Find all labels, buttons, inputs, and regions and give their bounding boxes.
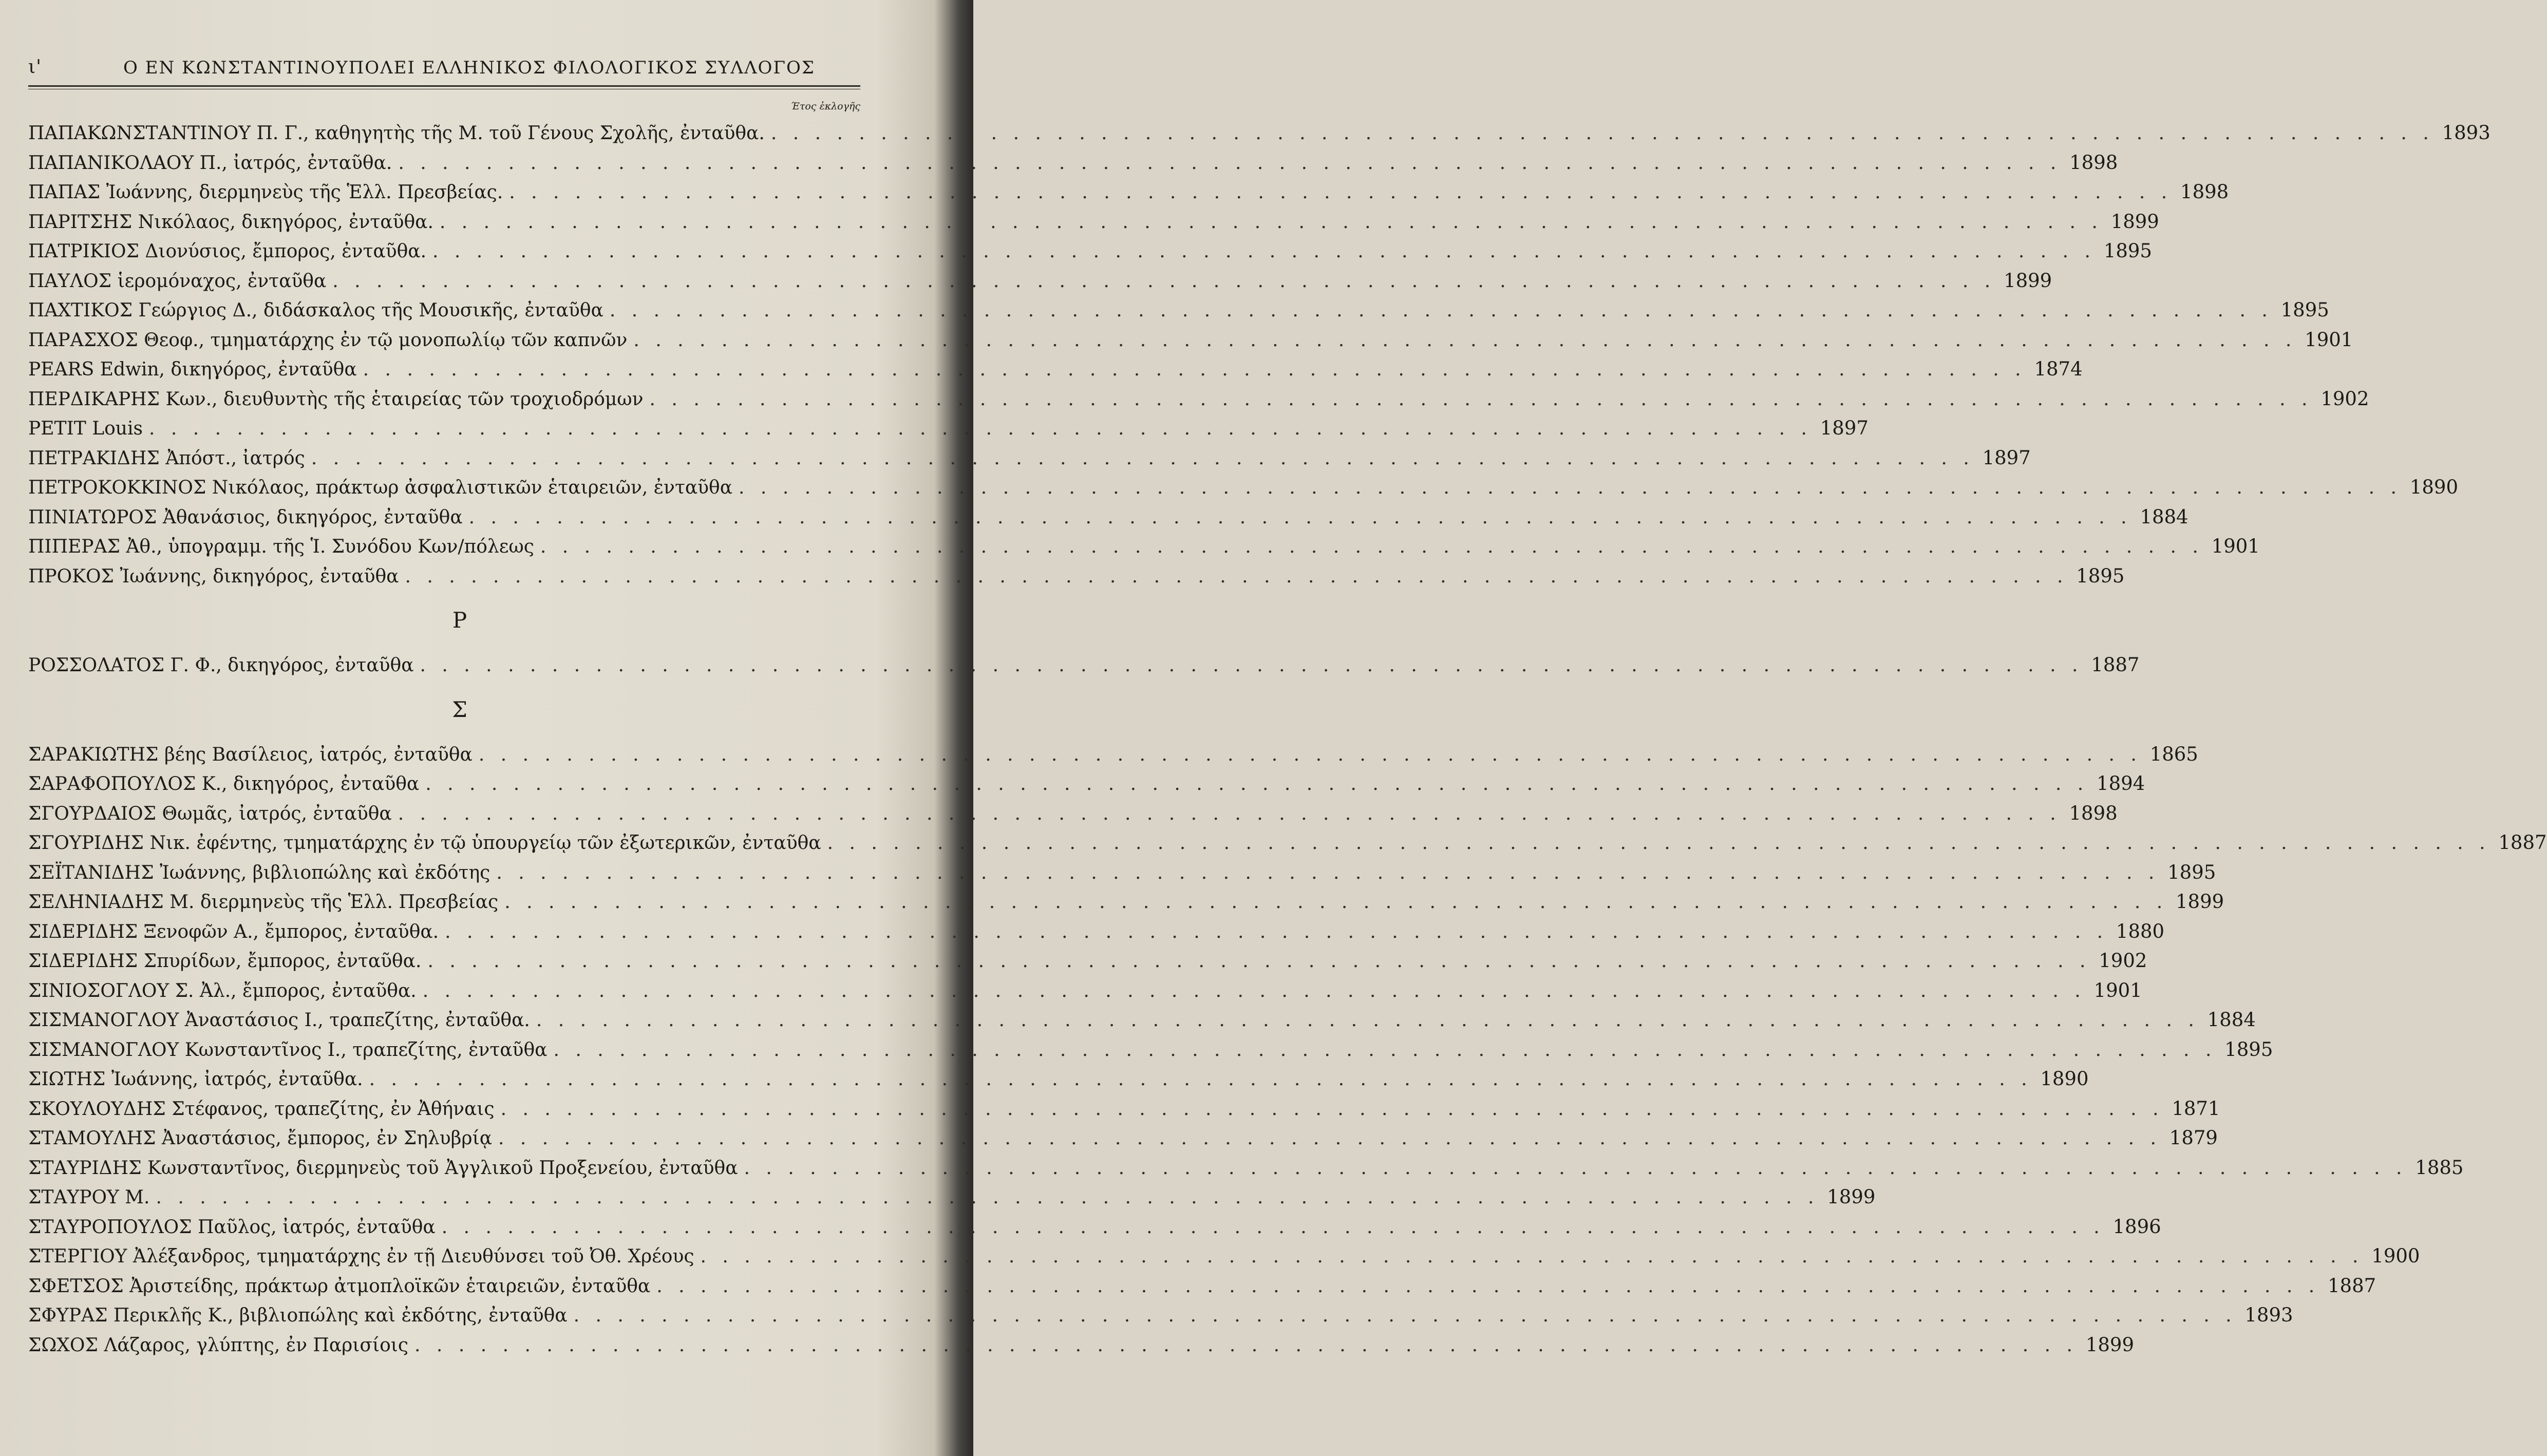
election-year: 1893 [2442, 122, 2491, 144]
dot-leader [440, 207, 2103, 237]
member-entry [28, 118, 2491, 148]
member-entry [28, 443, 2031, 473]
member-entry [28, 177, 2229, 207]
member-entry [28, 384, 2369, 414]
dot-leader [149, 414, 1812, 444]
dot-leader [498, 1124, 2161, 1154]
member-description: ΠΙΠΕΡΑΣ Ἀθ., ὑπογραμμ. τῆς Ἱ. Συνόδου Κων/πόλεως [28, 536, 534, 557]
election-year: 1893 [2244, 1304, 2293, 1326]
election-year: 1900 [2371, 1245, 2420, 1267]
header-rule [28, 85, 860, 87]
election-year: 1901 [2093, 979, 2142, 1001]
member-entry [28, 740, 2198, 769]
dot-leader [398, 148, 2061, 178]
dot-leader [479, 740, 2142, 770]
election-year: 1898 [2180, 181, 2229, 203]
dot-leader [540, 532, 2203, 562]
election-year: 1879 [2169, 1127, 2218, 1149]
member-entry [28, 917, 2165, 947]
member-description: ΣΦΥΡΑΣ Περικλῆς Κ., βιβλιοπώλης καὶ ἐκδότης, ἐνταῦθα [28, 1305, 568, 1326]
election-year: 1899 [2176, 891, 2224, 913]
dot-leader [656, 1272, 2319, 1301]
member-entry [28, 799, 2118, 828]
member-entry [28, 887, 2224, 917]
member-entry [28, 502, 2188, 532]
dot-leader [827, 828, 2491, 858]
member-entry [28, 532, 2260, 561]
member-entry [28, 325, 2353, 355]
dot-leader [771, 119, 2434, 148]
member-entry [28, 148, 2118, 178]
dot-leader [536, 1006, 2199, 1035]
year-column-label: Έτος ἐκλογῆς [790, 101, 860, 112]
member-entry [28, 236, 2152, 266]
election-year: 1865 [2149, 743, 2198, 765]
election-year: 1890 [2409, 476, 2458, 498]
section-letter: Σ [452, 696, 467, 722]
member-entry [28, 1064, 2089, 1094]
member-entry [28, 828, 2547, 858]
member-description: ΣΦΕΤΣΟΣ Ἀριστείδης, πράκτωρ ἀτμοπλοϊκῶν ἑταιρειῶν, ἐνταῦθα [28, 1275, 651, 1297]
member-entry [28, 1005, 2256, 1035]
member-description: ΠΑΠΑΣ Ἰωάννης, διερμηνεὺς τῆς Ἑλλ. Πρεσβείας. [28, 182, 503, 203]
member-description: ΠΕΤΡΟΚΟΚΚΙΝΟΣ Νικόλαος, πράκτωρ ἀσφαλιστικῶν ἑταιρειῶν, ἐνταῦθα [28, 477, 733, 498]
member-entry [28, 1094, 2220, 1124]
dot-leader [427, 947, 2090, 976]
election-year: 1895 [2224, 1038, 2273, 1061]
member-entry [28, 858, 2216, 887]
dot-leader [496, 858, 2159, 888]
dot-leader [311, 444, 1974, 474]
election-year: 1895 [2103, 240, 2152, 262]
dot-leader [425, 769, 2088, 799]
dot-leader [423, 976, 2086, 1006]
member-description: ΣΙΔΕΡΙΔΗΣ Σπυρίδων, ἔμπορος, ἐνταῦθα. [28, 951, 422, 972]
member-entry [28, 976, 2142, 1006]
election-year: 1874 [2034, 358, 2083, 380]
member-description: ΣΚΟΥΛΟΥΔΗΣ Στέφανος, τραπεζίτης, ἐν Ἀθήναις [28, 1098, 495, 1120]
election-year: 1897 [1982, 446, 2031, 469]
member-entry [28, 1153, 2464, 1183]
election-year: 1899 [2110, 210, 2159, 233]
member-description: ΠΑΥΛΟΣ ἱερομόναχος, ἐνταῦθα [28, 270, 327, 292]
member-description: ΣΤΑΥΡΙΔΗΣ Κωνσταντῖνος, διερμηνεὺς τοῦ Ἀγγλικοῦ Προξενείου, ἐνταῦθα [28, 1157, 738, 1179]
member-entry [28, 1330, 2134, 1360]
member-description: ΣΙΩΤΗΣ Ἰωάννης, ἰατρός, ἐνταῦθα. [28, 1069, 363, 1090]
member-entry [28, 946, 2147, 976]
member-entry [28, 1123, 2218, 1153]
member-entry [28, 1212, 2161, 1242]
member-entry [28, 561, 2125, 591]
election-year: 1897 [1820, 417, 1869, 439]
election-year: 1895 [2280, 299, 2329, 321]
dot-leader [369, 1065, 2032, 1094]
member-description: ΠΑΤΡΙΚΙΟΣ Διονύσιος, ἔμπορος, ἐνταῦθα. [28, 241, 427, 262]
member-description: ΣΤΑΥΡΟΠΟΥΛΟΣ Παῦλος, ἰατρός, ἐνταῦθα [28, 1216, 436, 1238]
election-year: 1887 [2328, 1274, 2376, 1297]
election-year: 1902 [2320, 387, 2369, 410]
dot-leader [156, 1183, 1819, 1213]
member-description: ΣΕΛΗΝΙΑΔΗΣ Μ. διερμηνεὺς τῆς Ἑλλ. Πρεσβείας [28, 892, 499, 913]
dot-leader [432, 237, 2096, 267]
member-description: ΡΟΣΣΟΛΑΤΟΣ Γ. Φ., δικηγόρος, ἐνταῦθα [28, 655, 414, 676]
dot-leader [501, 1094, 2164, 1124]
dot-leader [633, 326, 2296, 355]
dot-leader [405, 562, 2068, 592]
dot-leader [469, 503, 2132, 533]
election-year: 1884 [2140, 505, 2188, 528]
member-entry [28, 207, 2159, 237]
member-entry [28, 1035, 2273, 1065]
election-year: 1898 [2069, 802, 2118, 824]
member-description: ΠΑΠΑΝΙΚΟΛΑΟΥ Π., ἰατρός, ἐνταῦθα. [28, 152, 392, 174]
member-entry [28, 413, 1869, 443]
member-description: ΣΙΣΜΑΝΟΓΛΟΥ Ἀναστάσιος Ι., τραπεζίτης, ἐνταῦθα. [28, 1010, 530, 1031]
member-description: ΣΑΡΑΦΟΠΟΥΛΟΣ Κ., δικηγόρος, ἐνταῦθα [28, 773, 420, 795]
election-year: 1895 [2167, 861, 2216, 883]
member-description: ΣΤΑΜΟΥΛΗΣ Ἀναστάσιος, ἔμπορος, ἐν Σηλυβρίᾳ [28, 1128, 493, 1149]
dot-leader [445, 917, 2108, 947]
section-letter: Ρ [452, 608, 467, 633]
member-entry [28, 1182, 1876, 1212]
member-list [28, 118, 2547, 1359]
election-year: 1898 [2069, 151, 2118, 174]
dot-leader [332, 267, 1995, 296]
member-description: ΣΤΑΥΡΟΥ Μ. [28, 1187, 150, 1208]
member-description: ΣΤΕΡΓΙΟΥ Ἀλέξανδρος, τμηματάρχης ἐν τῇ Διευθύνσει τοῦ Ὀθ. Χρέους [28, 1246, 694, 1267]
election-year: 1894 [2097, 772, 2145, 795]
member-description: ΠΑΡΑΣΧΟΣ Θεοφ., τμηματάρχης ἐν τῷ μονοπωλίῳ τῶν καπνῶν [28, 329, 628, 351]
member-description: PETIT Louis [28, 418, 143, 439]
member-description: ΠΡΟΚΟΣ Ἰωάννης, δικηγόρος, ἐνταῦθα [28, 565, 399, 587]
member-entry [28, 1300, 2293, 1330]
dot-leader [442, 1213, 2105, 1242]
member-description: ΣΑΡΑΚΙΩΤΗΣ βέης Βασίλειος, ἰατρός, ἐνταῦθα [28, 744, 473, 765]
member-entry [28, 266, 2052, 296]
election-year: 1887 [2091, 654, 2140, 676]
member-description: PEARS Edwin, δικηγόρος, ἐνταῦθα [28, 359, 357, 380]
election-year: 1890 [2040, 1068, 2089, 1090]
page-header [28, 51, 860, 82]
member-entry [28, 1271, 2376, 1301]
member-entry [28, 472, 2458, 502]
dot-leader [553, 1035, 2216, 1065]
dot-leader [363, 355, 2026, 385]
member-entry [28, 1241, 2420, 1271]
election-year: 1885 [2415, 1156, 2464, 1179]
member-entry [28, 650, 2140, 680]
dot-leader [574, 1301, 2237, 1331]
election-year: 1899 [1827, 1186, 1876, 1208]
dot-leader [398, 799, 2061, 829]
dot-leader [650, 385, 2313, 414]
member-description: ΠΑΡΙΤΣΗΣ Νικόλαος, δικηγόρος, ἐνταῦθα. [28, 211, 433, 233]
dot-leader [509, 178, 2172, 207]
election-year: 1871 [2172, 1097, 2220, 1120]
member-description: ΣΓΟΥΡΔΑΙΟΣ Θωμᾶς, ἰατρός, ἐνταῦθα [28, 803, 392, 824]
member-description: ΣΙΔΕΡΙΔΗΣ Ξενοφῶν Α., ἔμπορος, ἐνταῦθα. [28, 921, 439, 942]
election-year: 1896 [2112, 1215, 2161, 1238]
election-year: 1901 [2211, 535, 2260, 557]
member-entry [28, 354, 2083, 384]
member-description: ΣΙΣΜΑΝΟΓΛΟΥ Κωνσταντῖνος Ι., τραπεζίτης, ἐνταῦθα [28, 1039, 548, 1061]
member-description: ΠΑΧΤΙΚΟΣ Γεώργιος Δ., διδάσκαλος τῆς Μουσικῆς, ἐνταῦθα [28, 300, 603, 321]
election-year: 1899 [2085, 1333, 2134, 1356]
dot-leader [701, 1242, 2364, 1272]
member-description: ΠΙΝΙΑΤΩΡΟΣ Ἀθανάσιος, δικηγόρος, ἐνταῦθα [28, 506, 463, 528]
member-description: ΠΑΠΑΚΩΝΣΤΑΝΤΙΝΟΥ Π. Γ., καθηγητὴς τῆς Μ. τοῦ Γένους Σχολῆς, ἐνταῦθα. [28, 123, 765, 144]
election-year: 1902 [2099, 950, 2147, 972]
member-entry [28, 295, 2329, 325]
election-year: 1899 [2004, 269, 2052, 292]
member-description: ΠΕΤΡΑΚΙΔΗΣ Ἀπόστ., ἰατρός [28, 447, 305, 469]
member-description: ΣΙΝΙΟΣΟΓΛΟΥ Σ. Ἀλ., ἔμπορος, ἐνταῦθα. [28, 980, 417, 1001]
member-entry [28, 769, 2145, 799]
page-number: ι' [28, 56, 42, 78]
election-year: 1895 [2076, 564, 2125, 587]
election-year: 1880 [2116, 920, 2165, 942]
member-description: ΣΩΧΟΣ Λάζαρος, γλύπτης, ἐν Παρισίοις [28, 1334, 409, 1356]
member-description: ΣΕΪΤΑΝΙΔΗΣ Ἰωάννης, βιβλιοπώλης καὶ ἐκδότης [28, 862, 490, 883]
dot-leader [420, 651, 2083, 680]
dot-leader [610, 296, 2273, 326]
member-description: ΠΕΡΔΙΚΑΡΗΣ Κων., διευθυντὴς τῆς ἑταιρείας τῶν τροχιοδρόμων [28, 388, 644, 410]
running-title: Ο ΕΝ ΚΩΝΣΤΑΝΤΙΝΟΥΠΟΛΕΙ ΕΛΛΗΝΙΚΟΣ ΦΙΛΟΛΟΓΙΚΟΣ ΣΥΛΛΟΓΟΣ [123, 58, 815, 78]
member-description: ΣΓΟΥΡΙΔΗΣ Νικ. ἐφέντης, τμηματάρχης ἐν τῷ ὑπουργείῳ τῶν ἐξωτερικῶν, ἐνταῦθα [28, 833, 821, 854]
election-year: 1901 [2305, 328, 2353, 351]
dot-leader [744, 1154, 2407, 1183]
dot-leader [414, 1331, 2078, 1360]
dot-leader [504, 887, 2167, 917]
dot-leader [739, 473, 2402, 503]
election-year: 1887 [2498, 831, 2547, 854]
election-year: 1884 [2207, 1009, 2256, 1031]
